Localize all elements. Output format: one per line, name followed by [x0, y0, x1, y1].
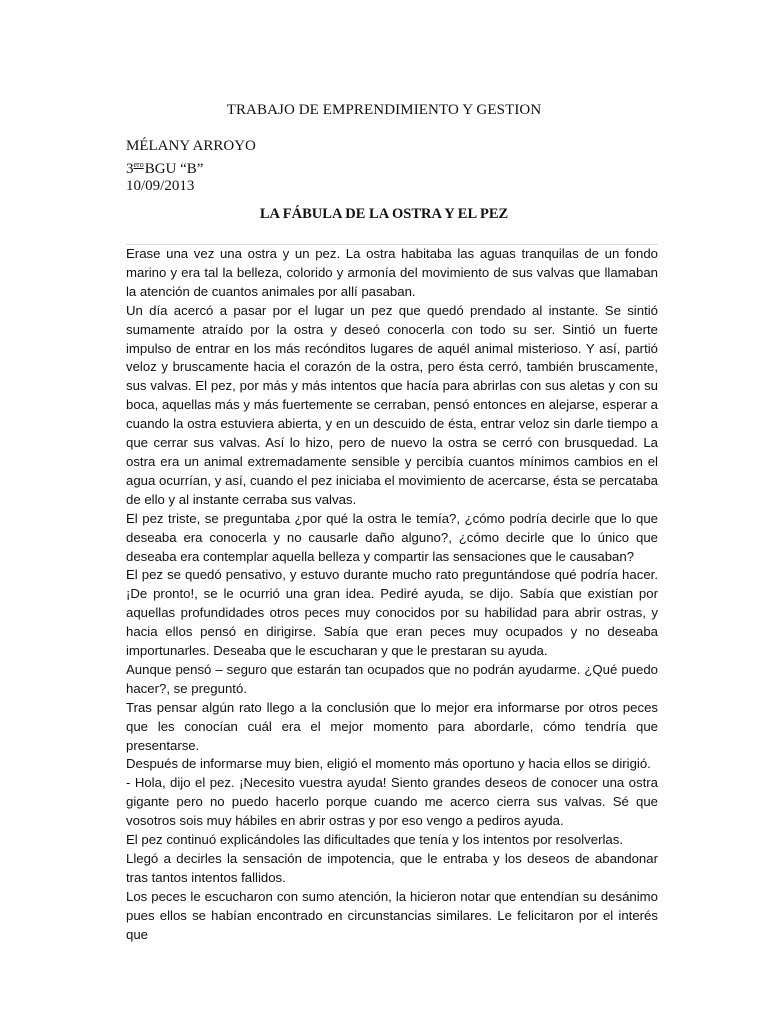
story-paragraph: Aunque pensó – seguro que estarán tan ocupados que no podrán ayudarme. ¿Qué puedo hacer?, se preguntó. [126, 661, 658, 696]
story-paragraph: - Hola, dijo el pez. ¡Necesito vuestra ayuda! Siento grandes deseos de conocer una ostra gigante pero no puedo hacerlo porque cuando me acerco cierra sus valvas. Sé que vosotros sois muy hábiles en abrir ostras y por eso vengo a pediros ayuda. [126, 775, 658, 829]
author-name: MÉLANY ARROYO [126, 138, 256, 154]
story-paragraph: Llegó a decirles la sensación de impotencia, que le entraba y los deseos de abandonar tras tantos intentos fallidos. [126, 851, 658, 885]
story-paragraph: El pez se quedó pensativo, y estuvo durante mucho rato preguntándose qué podría hacer. ¡De pronto!, se le ocurrió una gran idea. Pediré ayuda, se dijo. Sabía que existían por aquellas profundidades otros peces muy conocidos por su habilidad para abrir ostras, y hacia ellos pensó en dirigirse. Sabía que eran peces muy ocupados y no deseaba importunarles. Deseaba que le escucharan y que le prestaran su ayuda. [126, 567, 658, 659]
course-name: BGU “B” [144, 160, 204, 177]
course-superscript: ero [133, 159, 144, 169]
course-line [126, 156, 256, 179]
document-date: 10/09/2013 [126, 178, 195, 194]
story-paragraph: Un día acercó a pasar por el lugar un pez que quedó prendado al instante. Se sintió sumamente atraído por la ostra y deseó conocerla con todo su ser. Sintió un fuerte impulso de entrar en los más recónditos lugares de aquél animal misterioso. Y así, partió veloz y bruscamente hacia el corazón de la ostra, pero ésta cerró, también bruscamente, sus valvas. El pez, por más y más intentos que hacía para abrirlas con sus aletas y con su boca, aquellas más y más fuertemente se cerraban, pensó entonces en alejarse, esperar a cuando la ostra estuviera abierta, y en un descuido de ésta, entrar veloz sin darle tiempo a que cerrar sus valvas. Así lo hizo, pero de nuevo la ostra se cerró con brusquedad. La ostra era un animal extremadamente sensible y percibía cuantos mínimos cambios en el agua ocurrían, y así, cuando el pez iniciaba el movimiento de acercarse, ésta se percataba de ello y al instante cerraba sus valvas. [126, 302, 658, 507]
story-paragraph: Los peces le escucharon con sumo atención, la hicieron notar que entendían su desánimo pues ellos se habían encontrado en circunstancias similares. Le felicitaron por el interés que [126, 888, 658, 942]
course-number: 3 [126, 160, 134, 177]
story-paragraph: El pez triste, se preguntaba ¿por qué la ostra le temía?, ¿cómo podría decirle que lo que deseaba era conocerla y no causarle daño alguno?, ¿cómo decirle que lo único que deseaba era contemplar aquella belleza y compartir las sensaciones que le causaban? [126, 510, 658, 564]
story-title: LA FÁBULA DE LA OSTRA Y EL PEZ [259, 206, 509, 222]
story-paragraph: Después de informarse muy bien, eligió el momento más oportuno y hacia ellos se dirigió. [126, 756, 651, 772]
story-paragraph: Tras pensar algún rato llego a la conclusión que lo mejor era informarse por otros peces que les conocían cuál era el mejor momento para abordarle, cómo tendría que presentarse. [126, 699, 658, 753]
document-title: TRABAJO DE EMPRENDIMIENTO Y GESTION [226, 102, 542, 118]
story-paragraph: El pez continuó explicándoles las dificultades que tenía y los intentos por resolverlas. [126, 832, 624, 848]
author-block [126, 138, 256, 196]
story-paragraph: Erase una vez una ostra y un pez. La ostra habitaba las aguas tranquilas de un fondo marino y era tal la belleza, colorido y armonía del movimiento de sus valvas que llamaban la atención de cuantos animales por allí pasaban. [126, 246, 658, 299]
story-body [126, 245, 658, 945]
